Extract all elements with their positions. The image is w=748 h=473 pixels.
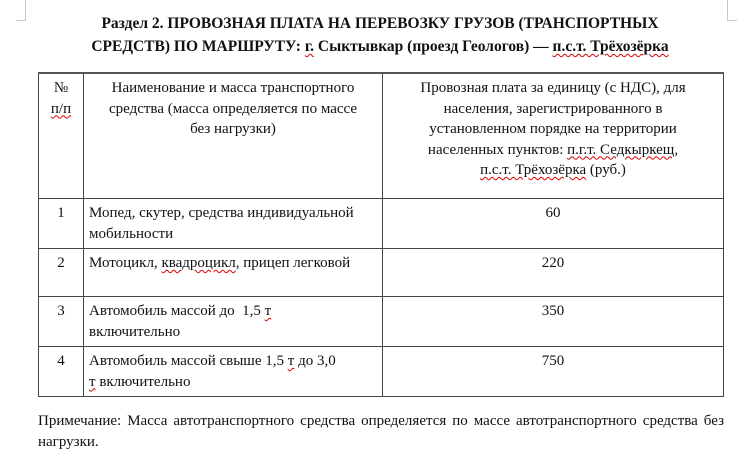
row-fee: 220 xyxy=(383,249,724,297)
title-line-1: Раздел 2. ПРОВОЗНАЯ ПЛАТА НА ПЕРЕВОЗКУ ГРУЗОВ (ТРАНСПОРТНЫХ xyxy=(101,15,659,32)
table-row xyxy=(39,297,724,347)
title-text: СРЕДСТВ) ПО МАРШРУТУ: xyxy=(91,38,305,55)
header-number xyxy=(39,73,84,199)
fee-table xyxy=(38,72,724,397)
row-number: 3 xyxy=(39,297,84,347)
header-text xyxy=(388,140,718,161)
row-name-text: т xyxy=(264,303,272,319)
table-row xyxy=(39,347,724,397)
section-title xyxy=(30,12,730,58)
note-text: Примечание: Масса автотранспортного средства определяется по массе автотранспортного средства без нагрузки. xyxy=(38,413,724,450)
row-name: Мопед, скутер, средства индивидуальной мобильности xyxy=(84,199,383,249)
row-number: 4 xyxy=(39,347,84,397)
row-name-text: , прицеп легковой xyxy=(235,255,351,271)
header-text: (руб.) xyxy=(586,162,626,178)
row-name xyxy=(84,297,383,347)
title-text: п.с.т. Трёхозёрка xyxy=(552,38,669,55)
header-text: , xyxy=(674,141,679,158)
title-text: Сыктывкар (проезд Геологов) — xyxy=(314,38,553,55)
row-name-text: т xyxy=(287,353,295,369)
row-name-text: до 3,0 xyxy=(294,353,336,369)
header-text: населения, зарегистрированного в xyxy=(443,100,663,117)
row-name xyxy=(84,249,383,297)
title-text: г. xyxy=(304,38,315,55)
row-name-text: Мотоцикл, xyxy=(89,255,162,271)
header-text: № xyxy=(53,80,69,96)
header-text: Провозная плата за единицу (с НДС), для xyxy=(420,80,686,96)
header-text: установленном порядке на территории xyxy=(429,121,677,137)
row-name-text: включительно xyxy=(89,323,181,340)
header-text: п.с.т. Трёхозёрка xyxy=(480,162,587,178)
row-number: 1 xyxy=(39,199,84,249)
table-row xyxy=(39,249,724,297)
row-name-text: квадроцикл xyxy=(161,255,236,271)
row-name-text: Автомобиль массой до 1,5 xyxy=(89,303,265,319)
header-text: без нагрузки) xyxy=(190,121,276,137)
header-text: Наименование и масса транспортного xyxy=(111,80,355,96)
page-corner-mark-left xyxy=(16,0,26,21)
title-line-2 xyxy=(30,35,730,58)
row-name-text: т xyxy=(89,373,96,390)
row-fee: 350 xyxy=(383,297,724,347)
row-fee: 750 xyxy=(383,347,724,397)
row-name-text: включительно xyxy=(95,373,191,390)
header-text xyxy=(388,160,718,181)
table-header-row xyxy=(39,73,724,199)
row-name xyxy=(84,347,383,397)
header-text: населенных пунктов: xyxy=(427,141,568,158)
header-name xyxy=(84,73,383,199)
row-fee: 60 xyxy=(383,199,724,249)
header-text: п.г.т. Седкыркещ xyxy=(567,141,675,158)
header-fee xyxy=(383,73,724,199)
header-text: средства (масса определяется по массе xyxy=(108,100,358,117)
header-text: п/п xyxy=(50,100,72,117)
table-row xyxy=(39,199,724,249)
row-name-text: Автомобиль массой свыше 1,5 xyxy=(89,353,288,369)
row-number: 2 xyxy=(39,249,84,297)
